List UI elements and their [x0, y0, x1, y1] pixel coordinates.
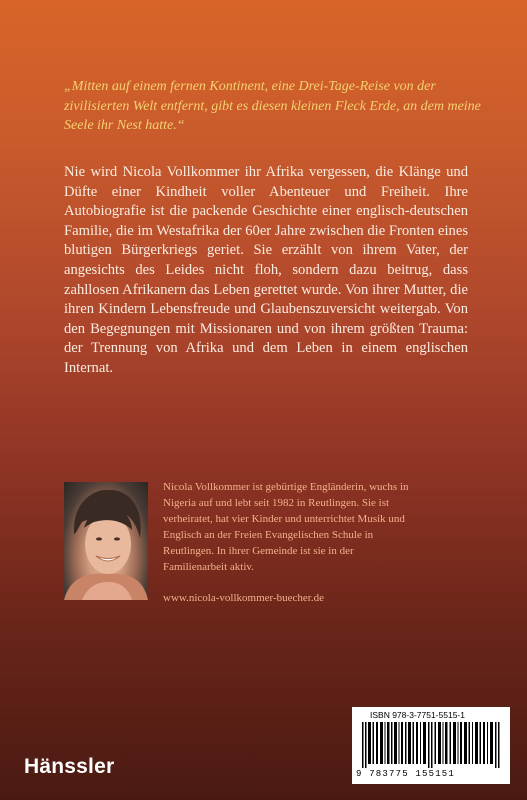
- author-photo: [64, 482, 148, 600]
- cover-quote: „Mitten auf einem fernen Kontinent, eine Drei-Tage-Reise von der zivilisierten Welt entfernt, gibt es diesen kleinen Fleck Erde, an dem meine Seele ihr Nest hatte.“: [64, 79, 481, 133]
- publisher-logo: Hänssler: [24, 755, 115, 778]
- author-website-link[interactable]: www.nicola-vollkommer-buecher.de: [163, 592, 324, 604]
- isbn-barcode: [352, 707, 510, 784]
- author-portrait-image: [64, 482, 148, 600]
- author-bio: Nicola Vollkommer ist gebürtige Engländerin, wuchs in Nigeria auf und lebt seit 1982 in Reutlingen. Sie ist verheiratet, hat vier Kinder und unterrichtet Musik und Englisch an der Freien Evangelischen Schule in Reutlingen. In ihrer Gemeinde ist sie in der Familienarbeit aktiv.: [163, 481, 409, 573]
- ean-digits: 9 783775 155151: [356, 769, 456, 779]
- book-description: Nie wird Nicola Vollkommer ihr Afrika vergessen, die Klänge und Düfte einer Kindheit voller Abenteuer und Freiheit. Ihre Autobiografie ist die packende Geschichte einer englisch-deutschen Familie, die im Westafrika der 60er Jahre zwischen die Fronten eines blutigen Bürgerkriegs geriet. Sie erzählt von ihrem Vater, der angesichts des Leides nicht floh, sondern dazu beitrug, dass zahllosen Afrikanern das Leben gerettet wurde. Von ihrer Mutter, die ihren Kindern Lebensfreude und Glaubenszuversicht weitergab. Von den Begegnungen mit Missionaren und von ihrem größten Trauma: der Trennung von Afrika und dem Leben in einem englischen Internat.: [64, 164, 468, 376]
- barcode-bars: [362, 722, 502, 768]
- isbn-label: ISBN 978-3-7751-5515-1: [370, 710, 465, 720]
